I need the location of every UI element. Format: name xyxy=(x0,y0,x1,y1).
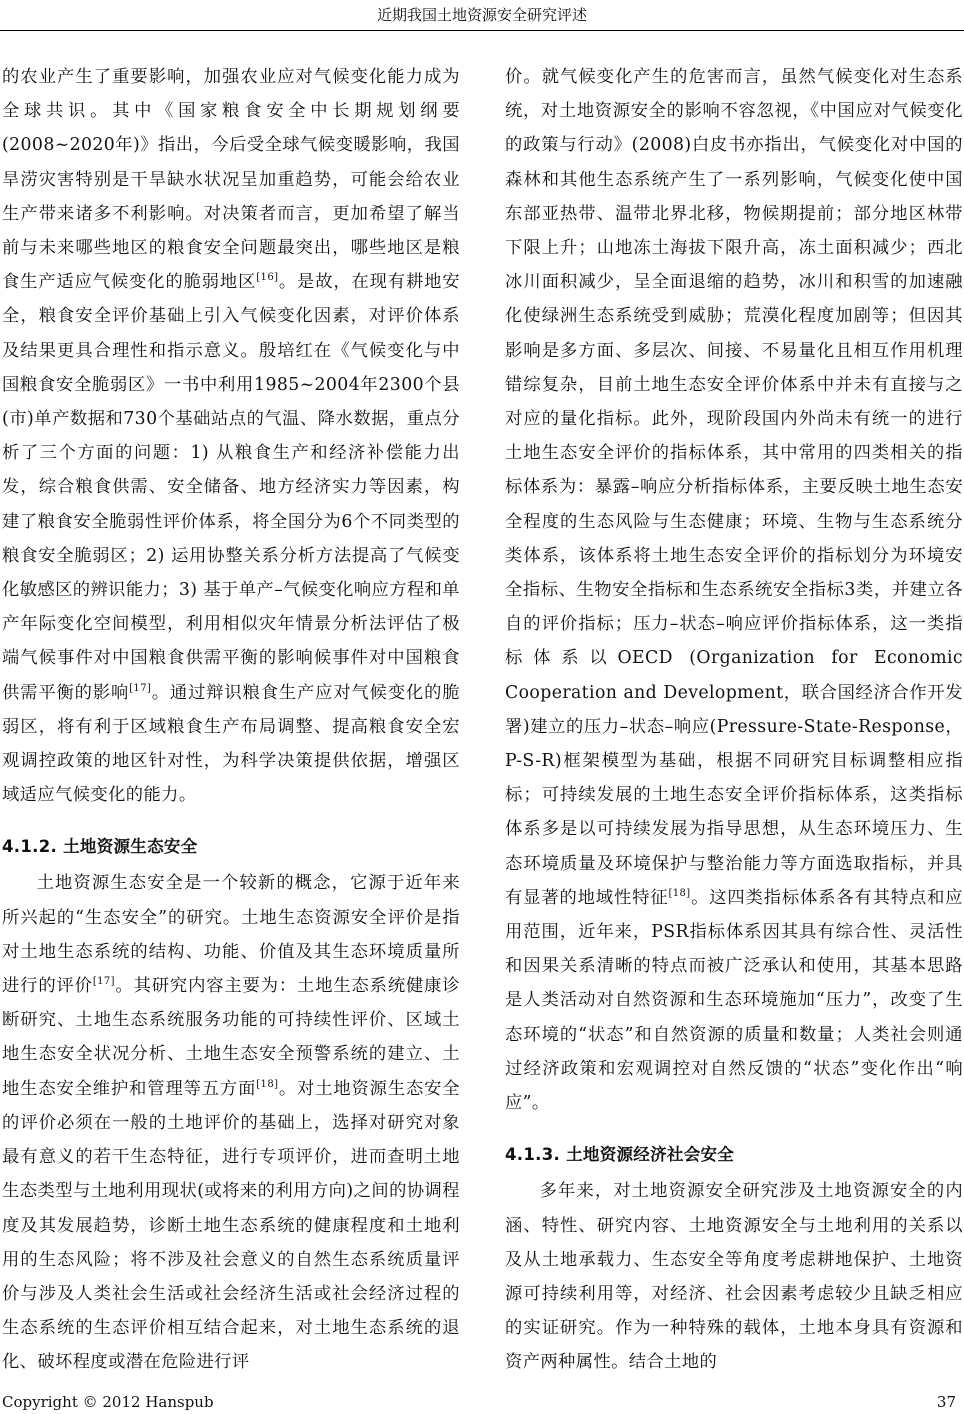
citation-ref: [18] xyxy=(256,1078,279,1090)
citation-ref: [17] xyxy=(129,682,152,694)
text-segment: 。这四类指标体系各有其特点和应用范围，近年来，PSR指标体系因其具有综合性、灵活性和因果关系清晰的特点而被广泛承认和使用，其基本思路是人类活动对自然资源和生态环境施加“压力”，改变了生态环境的“状态”和自然资源的质量和数量；人类社会则通过经济政策和宏观调控对自然反馈的“状态”变化作出“响应”。 xyxy=(505,887,963,1114)
text-segment: 。是故，在现有耕地安全，粮食安全评价基础上引入气候变化因素，对评价体系及结果更具合理性和指示意义。殷培红在《气候变化与中国粮食安全脆弱区》一书中利用1985~2004年2300个县(市)单产数据和730个基础站点的气温、降水数据，重点分析了三个方面的问题：1) 从粮食生产和经济补偿能力出发，综合粮食供需、安全储备、地方经济实力等因素，构建了粮食安全脆弱性评价体系，将全国分为6个不同类型的粮食安全脆弱区；2) 运用协整关系分析方法提高了气候变化敏感区的辨识能力；3) 基于单产–气候变化响应方程和单产年际变化空间模型，利用相似灾年情景分析法评估了极端气候事件对中国粮食供需平衡的影响候事件对中国粮食供需平衡的影响 xyxy=(2,272,460,703)
citation-ref: [16] xyxy=(256,272,279,284)
right-column xyxy=(505,60,963,1380)
text-segment: 土地资源生态安全是一个较新的概念，它源于近年来所兴起的“生态安全”的研究。土地生态资源安全评价是指对土地生态系统的结构、功能、价值及其生态环境质量所进行的评价 xyxy=(2,873,460,997)
running-title: 近期我国土地资源安全研究评述 xyxy=(376,6,587,24)
header-divider xyxy=(0,30,964,31)
text-segment: 。通过辩识粮食生产应对气候变化的脆弱区，将有利于区域粮食生产布局调整、提高粮食安全宏观调控政策的地区针对性，为科学决策提供依据，增强区域适应气候变化的能力。 xyxy=(2,682,460,806)
text-segment: 的农业产生了重要影响，加强农业应对气候变化能力成为全球共识。其中《国家粮食安全中长期规划纲要(2008~2020年)》指出，今后受全球气候变暖影响，我国旱涝灾害特别是干旱缺水状况呈加重趋势，可能会给农业生产带来诸多不利影响。对决策者而言，更加希望了解当前与未来哪些地区的粮食安全问题最突出，哪些地区是粮食生产适应气候变化的脆弱地区 xyxy=(2,67,460,293)
citation-ref: [18] xyxy=(668,887,691,899)
paragraph-food-security-climate xyxy=(2,60,460,812)
paragraph-socioeconomic-security xyxy=(505,1174,963,1379)
text-segment: 价。就气候变化产生的危害而言，虽然气候变化对生态系统，对土地资源安全的影响不容忽视，《中国应对气候变化的政策与行动》(2008)白皮书亦指出，气候变化对中国的森林和其他生态系统产生了一系列影响，气候变化使中国东部亚热带、温带北界北移，物候期提前；部分地区林带下限上升；山地冻土海拔下限升高，冻土面积减少；西北冰川面积减少，呈全面退缩的趋势，冰川和积雪的加速融化使绿洲生态系统受到威胁；荒漠化程度加剧等；但因其影响是多方面、多层次、间接、不易量化且相互作用机理错综复杂，目前土地生态安全评价体系中并未有直接与之对应的量化指标。此外，现阶段国内外尚未有统一的进行土地生态安全评价的指标体系，其中常用的四类相关的指标体系为：暴露–响应分析指标体系，主要反映土地生态安全程度的生态风险与生态健康；环境、生物与生态系统分类体系，该体系将土地生态安全评价的指标划分为环境安全指标、生物安全指标和生态系统安全指标3类，并建立各自的评价指标；压力–状态–响应评价指标体系，这一类指标体系以OECD (Organization for Economic Cooperation and Development，联合国经济合作开发署)建立的压力–状态–响应(Pressure-State-Response，P-S-R)框架模型为基础，根据不同研究目标调整相应指标；可持续发展的土地生态安全评价指标体系，这类指标体系多是以可持续发展为指导思想，从生态环境压力、生态环境质量及环境保护与整治能力等方面选取指标，并具有显著的地域性特征 xyxy=(505,67,963,908)
page-number: 37 xyxy=(936,1393,956,1411)
text-segment: 多年来，对土地资源安全研究涉及土地资源安全的内涵、特性、研究内容、土地资源安全与土地利用的关系以及从土地承载力、生态安全等角度考虑耕地保护、土地资源可持续利用等，对经济、社会因素考虑较少且缺乏相应的实证研究。作为一种特殊的载体，土地本身具有资源和资产两种属性。结合土地的 xyxy=(505,1181,963,1373)
citation-ref: [17] xyxy=(92,976,115,988)
section-heading-ecological-security: 4.1.2. 土地资源生态安全 xyxy=(2,837,198,857)
section-heading-socioeconomic-security: 4.1.3. 土地资源经济社会安全 xyxy=(505,1145,735,1165)
paragraph-indicator-systems xyxy=(505,60,963,1120)
text-segment: 。其研究内容主要为：土地生态系统健康诊断研究、土地生态系统服务功能的可持续性评价、区域土地生态安全状况分析、土地生态安全预警系统的建立、土地生态安全维护和管理等五方面 xyxy=(2,976,460,1099)
text-segment: 。对土地资源生态安全的评价必须在一般的土地评价的基础上，选择对研究对象最有意义的若干生态特征，进行专项评价，进而查明土地生态类型与土地利用现状(或将来的利用方向)之间的协调程度及其发展趋势，诊断土地生态系统的健康程度和土地利用的生态风险；将不涉及社会意义的自然生态系统质量评价与涉及人类社会生活或社会经济生活或社会经济过程的生态系统的生态评价相互结合起来，对土地生态系统的退化、破坏程度或潜在危险进行评 xyxy=(2,1078,460,1373)
paragraph-ecological-security xyxy=(2,866,460,1379)
left-column xyxy=(2,60,460,1380)
footer-copyright: Copyright © 2012 Hanspub xyxy=(2,1393,214,1411)
